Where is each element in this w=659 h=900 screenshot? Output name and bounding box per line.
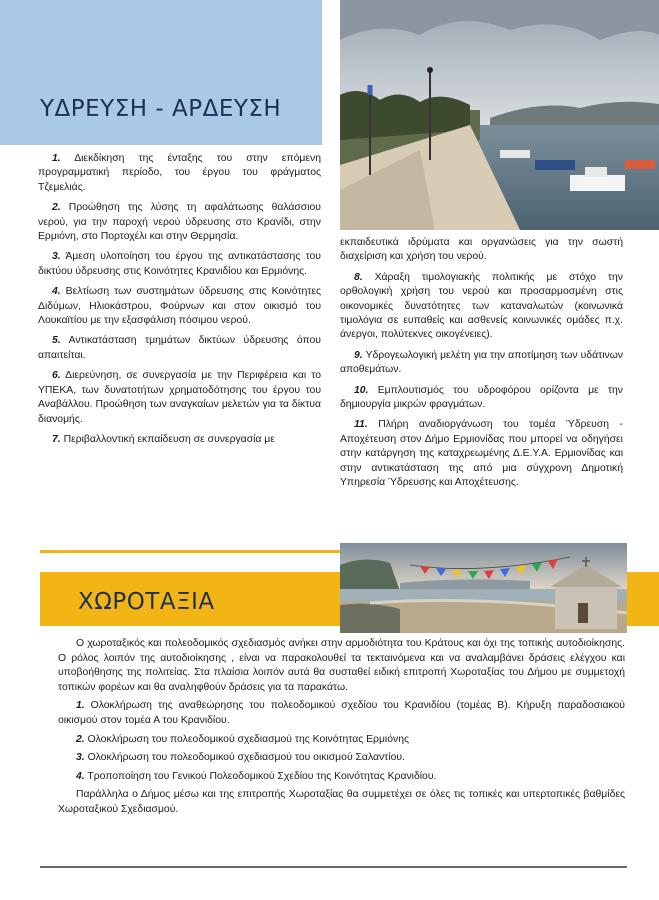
section-title-water: ΥΔΡΕΥΣΗ - ΑΡΔΕΥΣΗ — [40, 96, 282, 122]
planning-intro: Ο χωροταξικός και πολεοδομικός σχεδιασμός ανήκει στην αρμοδιότητα του Κράτους και όχι της τοπικής αυτοδιοίκησης. Ο ρόλος λοιπόν της αυτοδιοίκησης , είναι να παρακολουθεί τα τεκταινόμενα και να αναλαμβάνει δράσεις ελέγχου και υποβοήθησης της πολιτείας. Στα πλαίσια λοιπόν αυτά θα συσταθεί ειδική επιτροπή Χωροταξίας του Δήμου με συμμετοχή τοπικών φορέων και θα αναληφθούν δράσεις για τα παρακάτω. — [58, 638, 625, 693]
list-item: 11. Πλήρη αναδιοργάνωση του τομέα Ύδρευση - Αποχέτευση στον Δήμο Ερμιονίδας που μπορεί να οδηγήσει στην κατάργηση της καταχρεωμένης Δ.Ε.Υ.Α. Ερμιονίδας και στην αντικατάσταση της από μια σύγχρονη Δημοτική Υπηρεσία Ύδρευσης και Αποχέτευσης. — [340, 419, 623, 489]
list-item: 3. Άμεση υλοποίηση του έργου της αντικατάστασης του δικτύου ύδρευσης στις Κοινότητες Κρανιδίου και Ερμιόνης. — [38, 251, 321, 277]
section-header-box — [0, 0, 322, 145]
list-item: 10. Εμπλουτισμός του υδροφόρου ορίζοντα με την δημιουργία μικρών φραγμάτων. — [340, 384, 623, 411]
seaside-chapel-panorama-photo — [340, 543, 627, 633]
list-item: 9. Υδρογεωλογική μελέτη για την αποτίμηση των υδάτινων αποθεμάτων. — [340, 349, 623, 376]
water-list-left — [38, 152, 321, 453]
planning-body — [58, 637, 625, 822]
list-item-continuation: εκπαιδευτικά ιδρύματα και οργανώσεις για την σωστή διαχείριση και χρήση του νερού. — [340, 237, 623, 263]
footer-rule — [40, 866, 627, 868]
list-item: 6. Διερεύνηση, σε συνεργασία με την Περιφέρεια και το ΥΠΕΚΑ, των δυνατοτήτων χρηματοδότησης του έργου του Αναβάλλου. Προώθηση των αναγκαίων μελετών για τα δίκτυα διανομής. — [38, 370, 321, 425]
list-item: 1. Ολοκλήρωση της αναθεώρησης του πολεοδομικού σχεδίου του Κρανιδίου (τομέας Β). Κήρυξη παραδοσιακού οικισμού στον τομέα Α του Κρανιδίου. — [58, 700, 625, 726]
planning-closing: Παράλληλα ο Δήμος μέσω και της επιτροπής Χωροταξίας θα συμμετέχει σε όλες τις τοπικές και υπερτοπικές βαθμίδες Χωροταξικού Σχεδιασμού. — [58, 789, 625, 815]
list-item: 8. Χάραξη τιμολογιακής πολιτικής με στόχο την ορθολογική χρήση του νερού και προσαρμοσμένη στις οικονομικές δυνατότητες των καταναλωτών (κοινωνικά τιμολόγια σε ευπαθείς και ασθενείς κοινωνικές ομάδες π.χ. άνεργοι, πολύτεκνες οικογένειες). — [340, 271, 623, 341]
harbor-promenade-photo — [340, 0, 659, 230]
list-item: 5. Αντικατάσταση τμημάτων δικτύων ύδρευσης όπου απαιτείται. — [38, 335, 321, 361]
list-item: 3. Ολοκλήρωση του πολεοδομικού σχεδιασμού του οικισμού Σαλαντίου. — [76, 752, 405, 764]
list-item: 4. Βελτίωση των συστημάτων ύδρευσης στις Κοινότητες Διδύμων, Ηλιοκάστρου, Φούρνων και στον οικισμό του Λουκαϊτίου με την εξασφάλιση πόσιμου νερού. — [38, 286, 321, 327]
list-item: 2. Ολοκλήρωση του πολεοδομικού σχεδιασμού της Κοινότητας Ερμιόνης — [76, 733, 410, 745]
list-item: 2. Προώθηση της λύσης τη αφαλάτωσης θαλάσσιου νερού, για την παροχή νερού ύδρευσης στο Κρανίδι, στην Ερμιόνη, στο Πορτοχέλι και στην Θερμησία. — [38, 202, 321, 243]
list-item: 1. Διεκδίκηση της ένταξης του στην επόμενη προγραμματική περίοδο, του έργου του φράγματος Τζεμελιάς. — [38, 153, 321, 193]
list-item: 4. Τροποποίηση του Γενικού Πολεοδομικού Σχεδίου της Κοινότητας Κρανιδίου. — [76, 770, 437, 782]
water-list-right — [340, 236, 623, 497]
list-item: 7. Περιβαλλοντική εκπαίδευση σε συνεργασία με — [52, 433, 275, 445]
section-divider — [40, 550, 340, 553]
section-title-planning: ΧΩΡΟΤΑΞΙΑ — [78, 589, 215, 615]
